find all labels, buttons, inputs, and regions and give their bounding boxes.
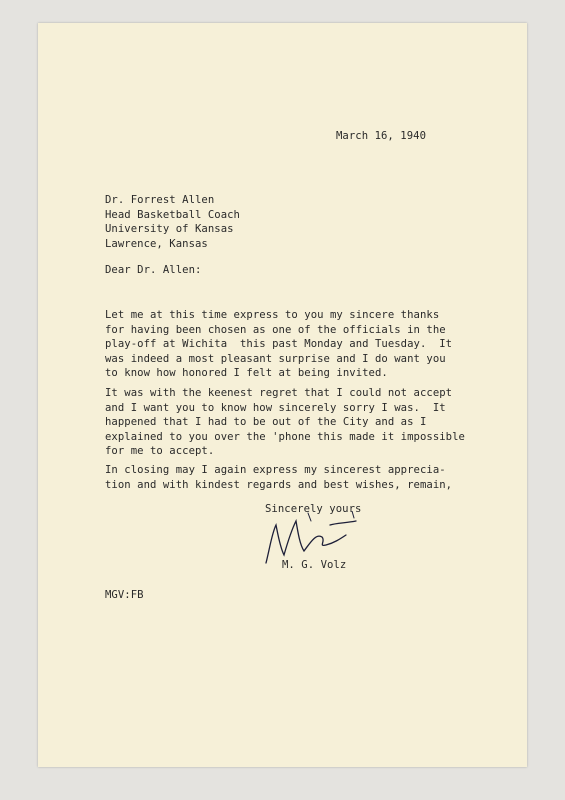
signer-name: M. G. Volz	[282, 559, 347, 571]
complimentary-closing: Sincerely yours	[265, 503, 362, 515]
recipient-title: Head Basketball Coach	[105, 208, 240, 221]
body-paragraph-1: Let me at this time express to you my sincere thanks for having been chosen as one of the officials in the play-off at Wichita this past Monday and Tuesday. It was indeed a most pleasant surprise and I do want you to know how honored I felt at being invited.	[105, 309, 453, 379]
reference-initials: MGV:FB	[105, 589, 144, 601]
letter-page	[38, 23, 527, 767]
recipient-name: Dr. Forrest Allen	[105, 194, 215, 206]
body-paragraph-3: In closing may I again express my sincerest apprecia- tion and with kindest regards and best wishes, remain,	[105, 464, 453, 491]
recipient-address	[105, 193, 240, 251]
recipient-location: Lawrence, Kansas	[105, 237, 208, 250]
recipient-institution: University of Kansas	[105, 223, 234, 235]
body-paragraph-2: It was with the keenest regret that I could not accept and I want you to know how sincerely sorry I was. It happened that I had to be out of the City and as I explained to you over the 'phone this made it impossible for me to accept.	[105, 387, 465, 457]
salutation: Dear Dr. Allen:	[105, 264, 202, 276]
letter-date: March 16, 1940	[336, 130, 426, 142]
